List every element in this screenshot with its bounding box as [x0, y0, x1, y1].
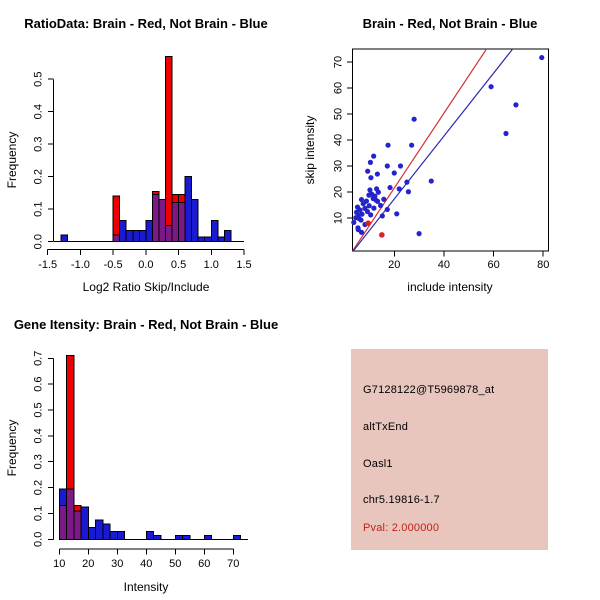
x-tick-label: 10	[53, 558, 66, 570]
histogram-bar-blue	[183, 535, 190, 539]
scatter-point-blue	[412, 117, 417, 122]
y-tick-label: 20	[332, 185, 345, 199]
x-tick-label: 60	[198, 558, 211, 570]
y-tick-label: 0.0	[32, 531, 45, 547]
scatter-point-blue	[351, 220, 356, 225]
x-tick-label: 0.5	[170, 259, 187, 271]
y-tick-label: 10	[332, 211, 345, 225]
scatter-point-blue	[406, 189, 411, 194]
scatter-point-blue	[381, 197, 386, 202]
histogram-bar-red	[152, 191, 159, 194]
scatter-point-blue	[380, 213, 385, 218]
scatter-point-blue	[409, 143, 414, 148]
x-tick-label: -0.5	[103, 259, 123, 271]
y-tick-label: 50	[332, 107, 345, 121]
scatter-point-blue	[375, 171, 380, 176]
x-tick-label: 50	[169, 558, 182, 570]
x-tick-label: 20	[82, 558, 95, 570]
scatter-point-blue	[372, 194, 377, 199]
histogram-bar-blue	[224, 230, 231, 241]
scatter-plot	[333, 38, 550, 271]
y-tick-label: 0.5	[32, 402, 45, 418]
gene-hist-plot	[33, 351, 248, 570]
scatter-point-red	[365, 220, 371, 226]
histogram-bar-blue	[146, 221, 153, 242]
scatter-point-red	[379, 232, 385, 238]
event-type-line: altTxEnd	[363, 421, 409, 433]
scatter-xlabel: include intensity	[407, 280, 493, 294]
histogram-bar-blue	[211, 221, 218, 242]
scatter-point-blue	[513, 102, 518, 107]
x-tick-label: -1.0	[70, 259, 90, 271]
scatter-point-blue	[367, 203, 372, 208]
histogram-bar-blue	[81, 507, 88, 539]
gene-name-line: Oasl1	[363, 458, 393, 470]
x-tick-label: -1.5	[38, 259, 58, 271]
scatter-point-blue	[368, 160, 373, 165]
histogram-bar-overlap	[59, 506, 66, 540]
y-tick-label: 60	[332, 81, 345, 95]
histogram-bar-blue	[218, 237, 225, 242]
histogram-bar-blue	[146, 532, 153, 540]
ratio-hist-xlabel: Log2 Ratio Skip/Include	[82, 280, 210, 294]
locus-line: chr5.19816-1.7	[363, 494, 440, 506]
y-tick-label: 0.5	[32, 71, 45, 87]
histogram-bar-overlap	[113, 235, 120, 242]
histogram-bar-blue	[61, 235, 68, 242]
histogram-bar-overlap	[67, 489, 74, 539]
histogram-bar-overlap	[165, 225, 172, 241]
scatter-point-blue	[355, 204, 360, 209]
scatter-point-blue	[354, 210, 359, 215]
y-tick-label: 0.1	[32, 201, 45, 217]
y-tick-label: 70	[332, 55, 345, 69]
histogram-bar-overlap	[179, 203, 186, 242]
histogram-bar-blue	[96, 520, 103, 539]
scatter-title: Brain - Red, Not Brain - Blue	[362, 16, 538, 31]
scatter-point-blue	[368, 175, 373, 180]
x-tick-label: 20	[388, 259, 401, 271]
y-tick-label: 30	[332, 159, 345, 173]
scatter-point-blue	[385, 143, 390, 148]
ratio-hist-plot	[33, 56, 252, 271]
histogram-bar-blue	[103, 524, 110, 540]
histogram-bar-overlap	[172, 203, 179, 242]
gene-hist-xlabel: Intensity	[123, 580, 169, 594]
info-panel	[351, 349, 548, 550]
scatter-point-blue	[397, 186, 402, 191]
y-tick-label: 0.2	[32, 479, 45, 496]
histogram-bar-blue	[198, 237, 205, 242]
brain-fit-line	[352, 38, 493, 251]
scatter-point-blue	[392, 170, 397, 175]
x-tick-label: 1.0	[203, 259, 219, 271]
y-tick-label: 0.7	[32, 350, 45, 366]
scatter-point-blue	[359, 212, 364, 217]
histogram-bar-blue	[133, 230, 140, 241]
y-tick-label: 0.3	[32, 454, 45, 470]
histogram-bar-blue	[120, 221, 127, 242]
scatter-point-blue	[398, 163, 403, 168]
scatter-point-blue	[365, 169, 370, 174]
y-tick-label: 0.4	[32, 428, 45, 444]
pval-line: Pval: 2.000000	[363, 522, 440, 534]
scatter-point-blue	[368, 212, 373, 217]
scatter-point-blue	[355, 225, 360, 230]
histogram-bar-blue	[117, 532, 124, 540]
histogram-bar-blue	[154, 535, 161, 539]
x-tick-label: 60	[487, 259, 500, 271]
histogram-bar-overlap	[74, 511, 81, 539]
histogram-bar-blue	[233, 535, 240, 539]
scatter-point-blue	[488, 84, 493, 89]
scatter-point-blue	[539, 55, 544, 60]
histogram-bar-red	[179, 195, 186, 203]
scatter-point-blue	[387, 185, 392, 190]
histogram-bar-blue	[205, 237, 212, 242]
scatter-point-blue	[385, 207, 390, 212]
scatter-point-blue	[429, 178, 434, 183]
scatter-point-blue	[371, 206, 376, 211]
x-tick-label: 40	[437, 259, 451, 271]
histogram-bar-red	[113, 196, 120, 235]
histogram-bar-red	[172, 195, 179, 203]
scatter-point-blue	[378, 203, 383, 208]
scatter-ylabel: skip intensity	[303, 115, 317, 185]
histogram-bar-overlap	[159, 199, 166, 241]
x-tick-label: 1.5	[236, 259, 252, 271]
x-tick-label: 0.0	[138, 259, 154, 271]
y-tick-label: 0.3	[32, 136, 45, 152]
histogram-bar-blue	[175, 535, 182, 539]
histogram-bar-blue	[59, 489, 66, 506]
x-tick-label: 70	[227, 558, 240, 570]
plot-frame	[352, 49, 548, 251]
x-tick-label: 30	[111, 558, 124, 570]
scatter-point-blue	[376, 190, 381, 195]
y-tick-label: 0.4	[32, 104, 45, 120]
histogram-bar-blue	[185, 177, 192, 242]
histogram-bar-red	[74, 506, 81, 511]
y-tick-label: 0.1	[32, 505, 45, 522]
scatter-point-blue	[359, 230, 364, 235]
histogram-bar-blue	[192, 199, 199, 241]
ratio-hist-ylabel: Frequency	[5, 131, 19, 189]
y-tick-label: 0.2	[32, 169, 45, 185]
x-tick-label: 80	[537, 259, 550, 271]
gene-hist-ylabel: Frequency	[5, 419, 19, 477]
probe-id-line: G7128122@T5969878_at	[363, 384, 495, 396]
y-tick-label: 0.0	[32, 234, 45, 250]
scatter-point-blue	[364, 199, 369, 204]
y-tick-label: 0.6	[32, 376, 45, 392]
histogram-bar-red	[67, 356, 74, 489]
scatter-point-blue	[404, 180, 409, 185]
histogram-bar-blue	[88, 528, 95, 540]
scatter-point-blue	[359, 197, 364, 202]
scatter-point-blue	[394, 211, 399, 216]
scatter-point-blue	[416, 231, 421, 236]
ratio-hist-title: RatioData: Brain - Red, Not Brain - Blue	[24, 16, 268, 31]
histogram-bar-blue	[126, 230, 133, 241]
histogram-bar-red	[165, 56, 172, 225]
scatter-point-blue	[371, 154, 376, 159]
scatter-point-blue	[503, 131, 508, 136]
scatter-point-blue	[385, 163, 390, 168]
histogram-bar-blue	[204, 535, 211, 539]
notbrain-fit-line	[352, 42, 518, 252]
histogram-bar-overlap	[152, 195, 159, 242]
y-tick-label: 40	[332, 133, 345, 147]
histogram-bar-blue	[110, 532, 117, 540]
gene-hist-title: Gene Itensity: Brain - Red, Not Brain - Blue	[13, 317, 279, 332]
x-tick-label: 40	[140, 558, 153, 570]
histogram-bar-blue	[139, 230, 146, 241]
scatter-point-blue	[375, 199, 380, 204]
scatter-point-blue	[356, 216, 361, 221]
